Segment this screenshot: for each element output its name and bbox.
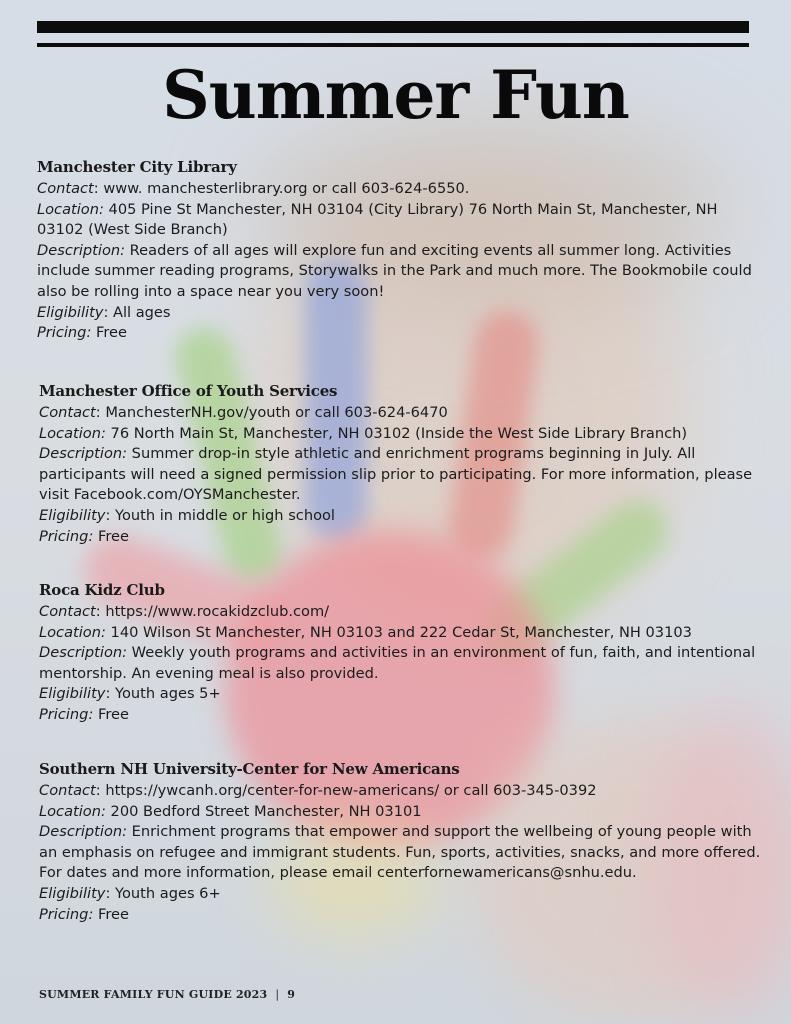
contact-label: Contact	[39, 782, 96, 799]
contact-label: Contact	[39, 603, 96, 620]
page-footer	[39, 988, 295, 1001]
pricing-value: Free	[93, 705, 129, 723]
location-value: 76 North Main St, Manchester, NH 03102 (Inside the West Side Library Branch)	[105, 424, 688, 442]
contact-value: : www. manchesterlibrary.org or call 603-624-6550.	[93, 180, 470, 197]
location-label: Location:	[39, 623, 106, 641]
eligibility-label: Eligibility	[39, 506, 106, 524]
eligibility-label: Eligibility	[39, 685, 106, 703]
description-label: Description:	[39, 823, 128, 841]
location-label: Location:	[39, 424, 106, 442]
footer-separator: |	[275, 988, 280, 1001]
header-rule-thick	[37, 21, 749, 33]
contact-value: : ManchesterNH.gov/youth or call 603-624-6470	[95, 404, 448, 421]
contact-line	[37, 179, 767, 200]
pricing-label: Pricing:	[39, 905, 94, 923]
contact-value: : https://ywcanh.org/center-for-new-americans/ or call 603-345-0392	[95, 782, 597, 799]
location-line	[39, 802, 769, 823]
program-name: Manchester City Library	[37, 158, 237, 176]
contact-line	[39, 602, 769, 623]
program-name: Manchester Office of Youth Services	[39, 382, 338, 400]
description-line	[39, 444, 769, 506]
eligibility-line	[39, 884, 769, 905]
pricing-line	[39, 705, 769, 726]
contact-label: Contact	[37, 180, 94, 197]
program-entry-roca-kidz	[39, 580, 769, 726]
eligibility-line	[37, 303, 767, 324]
pricing-value: Free	[93, 527, 129, 545]
program-entry-snhu-new-americans	[39, 759, 769, 925]
footer-guide-title: SUMMER FAMILY FUN GUIDE 2023	[39, 988, 268, 1001]
location-value: 405 Pine St Manchester, NH 03104 (City Library) 76 North Main St, Manchester, NH 03102 (West Side Branch)	[37, 200, 718, 239]
location-value: 140 Wilson St Manchester, NH 03103 and 222 Cedar St, Manchester, NH 03103	[105, 623, 692, 641]
pricing-value: Free	[91, 324, 127, 342]
description-value: Summer drop-in style athletic and enrichment programs beginning in July. All participants will need a signed permission slip prior to participating. For more information, please visit Facebook.com/OYSManchester.	[39, 445, 753, 504]
description-value: Enrichment programs that empower and support the wellbeing of young people with an emphasis on refugee and immigrant students. Fun, sports, activities, snacks, and more offered. For dates and more information, please email centerfornewamericans@snhu.edu.	[39, 823, 761, 882]
description-line	[39, 643, 769, 684]
program-name: Southern NH University-Center for New Americans	[39, 760, 460, 778]
location-label: Location:	[39, 802, 106, 820]
description-line	[37, 241, 767, 303]
description-label: Description:	[37, 241, 126, 259]
description-label: Description:	[39, 644, 128, 662]
eligibility-value: : Youth ages 5+	[105, 685, 221, 703]
pricing-line	[37, 323, 767, 344]
location-line	[39, 424, 769, 445]
program-name: Roca Kidz Club	[39, 581, 165, 599]
pricing-line	[39, 905, 769, 926]
eligibility-label: Eligibility	[39, 884, 106, 902]
program-entry-youth-services	[39, 381, 769, 547]
description-value: Readers of all ages will explore fun and exciting events all summer long. Activities include summer reading programs, Storywalks in the Park and much more. The Bookmobile could also be rolling into a space near you very soon!	[37, 241, 752, 300]
location-value: 200 Bedford Street Manchester, NH 03101	[105, 802, 422, 820]
page-number: 9	[287, 988, 296, 1001]
location-label: Location:	[37, 200, 104, 218]
eligibility-line	[39, 506, 769, 527]
program-entry-city-library	[37, 157, 767, 344]
description-line	[39, 822, 769, 884]
pricing-value: Free	[93, 905, 129, 923]
location-line	[37, 200, 767, 241]
pricing-label: Pricing:	[39, 705, 94, 723]
pricing-line	[39, 527, 769, 548]
page-title: Summer Fun	[162, 56, 629, 134]
contact-value: : https://www.rocakidzclub.com/	[95, 603, 330, 620]
pricing-label: Pricing:	[39, 527, 94, 545]
description-label: Description:	[39, 445, 128, 463]
eligibility-value: : Youth ages 6+	[105, 884, 221, 902]
eligibility-label: Eligibility	[37, 303, 104, 321]
pricing-label: Pricing:	[37, 324, 92, 342]
contact-label: Contact	[39, 404, 96, 421]
contact-line	[39, 403, 769, 424]
location-line	[39, 623, 769, 644]
eligibility-value: : Youth in middle or high school	[105, 506, 335, 524]
header-rule-thin	[37, 43, 749, 47]
eligibility-line	[39, 684, 769, 705]
contact-line	[39, 781, 769, 802]
eligibility-value: : All ages	[103, 303, 171, 321]
description-value: Weekly youth programs and activities in an environment of fun, faith, and intentional mentorship. An evening meal is also provided.	[39, 644, 756, 682]
